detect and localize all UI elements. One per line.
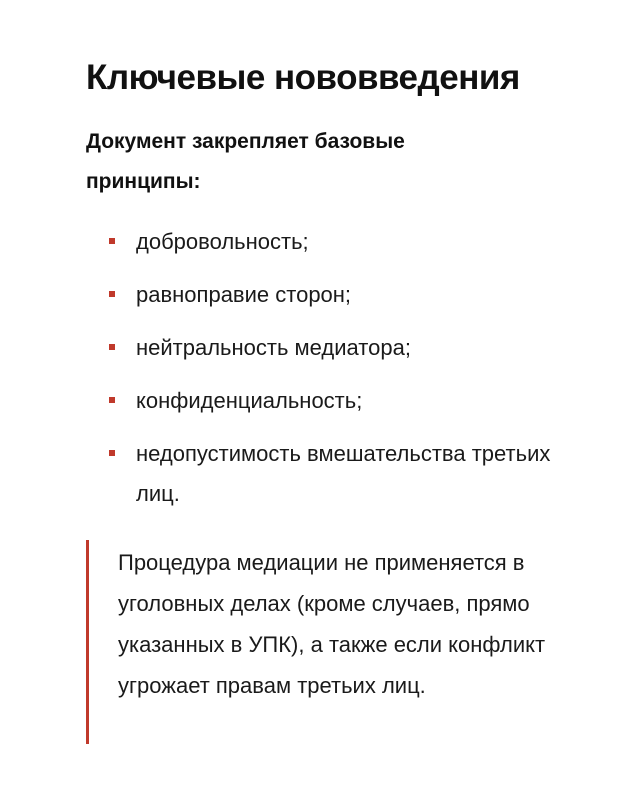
square-bullet-icon <box>109 344 115 350</box>
square-bullet-icon <box>109 291 115 297</box>
list-item-text: нейтральность медиатора; <box>136 335 411 360</box>
note-blockquote <box>86 540 606 744</box>
square-bullet-icon <box>109 238 115 244</box>
list-item-text: недопустимость вмешательства третьих лиц. <box>136 441 551 506</box>
principles-list <box>86 222 616 514</box>
intro-text: Документ закрепляет базовые принципы: <box>86 130 405 193</box>
list-item-text: конфиденциальность; <box>136 388 363 413</box>
note-text: Процедура медиации не применяется в уголовных делах (кроме случаев, прямо указанных в УПК), а также если конфликт угрожает правам третьих лиц. <box>118 550 546 698</box>
list-item-text: равноправие сторон; <box>136 282 352 307</box>
list-item <box>86 381 556 421</box>
list-item <box>86 275 556 315</box>
article-section <box>86 52 616 527</box>
square-bullet-icon <box>109 450 115 456</box>
list-item-text: добровольность; <box>136 229 309 254</box>
page-title: Ключевые нововведения <box>86 58 520 97</box>
list-item <box>86 434 556 514</box>
list-item <box>86 328 556 368</box>
list-item <box>86 222 556 262</box>
square-bullet-icon <box>109 397 115 403</box>
